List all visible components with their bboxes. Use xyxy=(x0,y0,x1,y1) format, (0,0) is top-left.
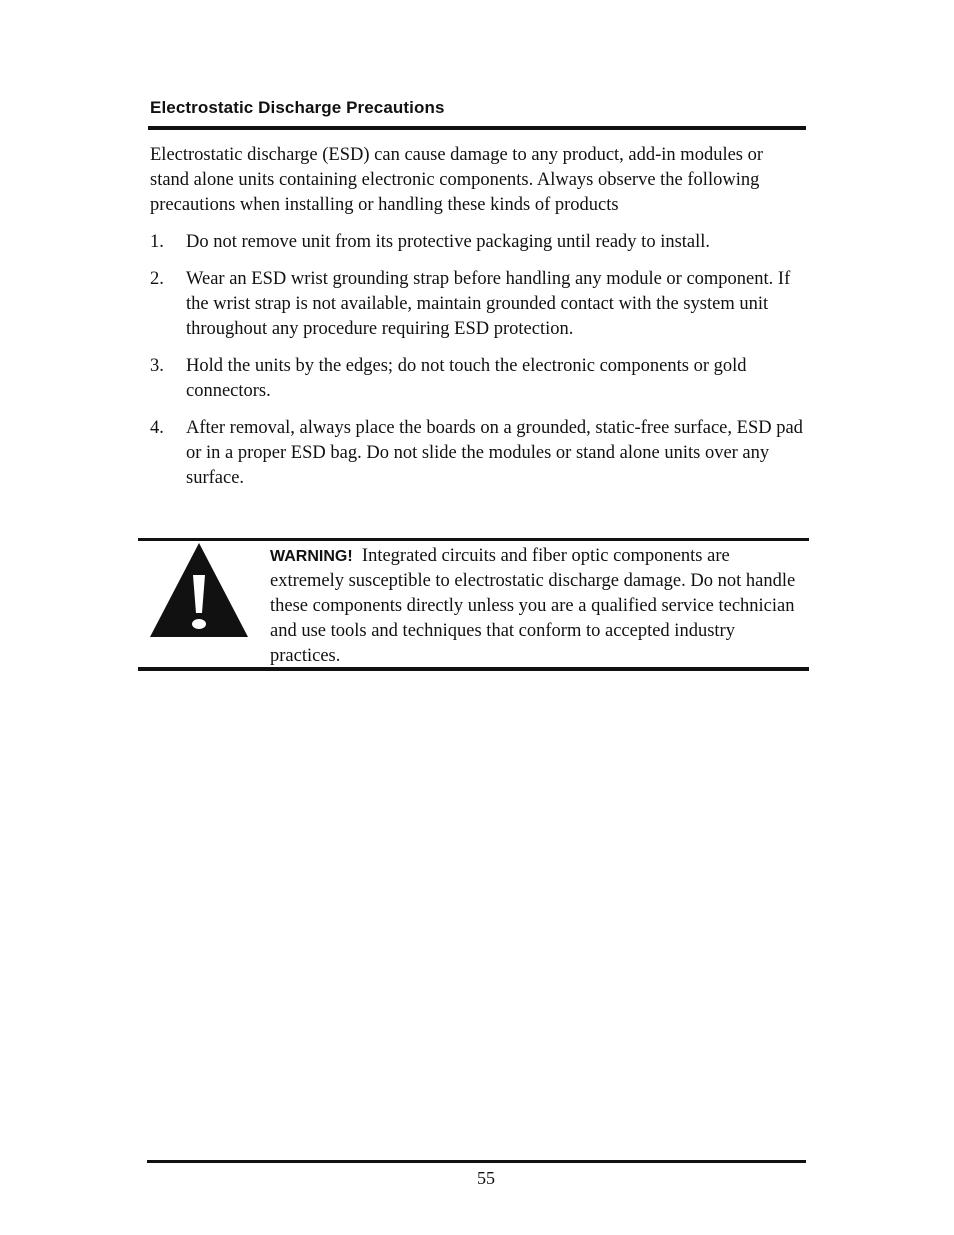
warning-bottom-rule xyxy=(138,667,809,671)
warning-triangle-icon xyxy=(149,541,249,637)
list-item-text: Hold the units by the edges; do not touch the electronic components or gold connectors. xyxy=(186,356,747,401)
list-item-number: 3. xyxy=(150,356,164,376)
list-item-text: Wear an ESD wrist grounding strap before handling any module or component. If the wrist strap is not available, maintain grounded contact with the system unit throughout any procedure requiring ESD protection. xyxy=(186,269,791,339)
footer-rule xyxy=(147,1160,806,1163)
warning-label: WARNING! xyxy=(270,548,353,565)
page-number: 55 xyxy=(477,1168,495,1188)
warning-message: Integrated circuits and fiber optic components are extremely susceptible to electrostatic discharge damage. Do not handle these components directly unless you are a qualified service technician and use tools and techniques that conform to accepted industry practices. xyxy=(270,546,796,666)
warning-text xyxy=(270,544,800,669)
intro-paragraph: Electrostatic discharge (ESD) can cause damage to any product, add-in modules or stand alone units containing electronic components. Always observe the following precautions when installing or handling these kinds of products xyxy=(150,145,764,215)
list-item xyxy=(150,267,810,342)
list-item-number: 2. xyxy=(150,269,164,289)
list-item-number: 1. xyxy=(150,232,164,252)
list-item xyxy=(150,416,810,491)
precaution-list xyxy=(150,230,810,503)
list-item-text: After removal, always place the boards on a grounded, static-free surface, ESD pad or in a proper ESD bag. Do not slide the modules or stand alone units over any surface. xyxy=(186,418,803,488)
list-item xyxy=(150,230,810,255)
heading-rule xyxy=(148,126,806,130)
list-item-number: 4. xyxy=(150,418,164,438)
section-heading: Electrostatic Discharge Precautions xyxy=(150,98,445,117)
list-item xyxy=(150,354,810,404)
list-item-text: Do not remove unit from its protective packaging until ready to install. xyxy=(186,232,711,252)
